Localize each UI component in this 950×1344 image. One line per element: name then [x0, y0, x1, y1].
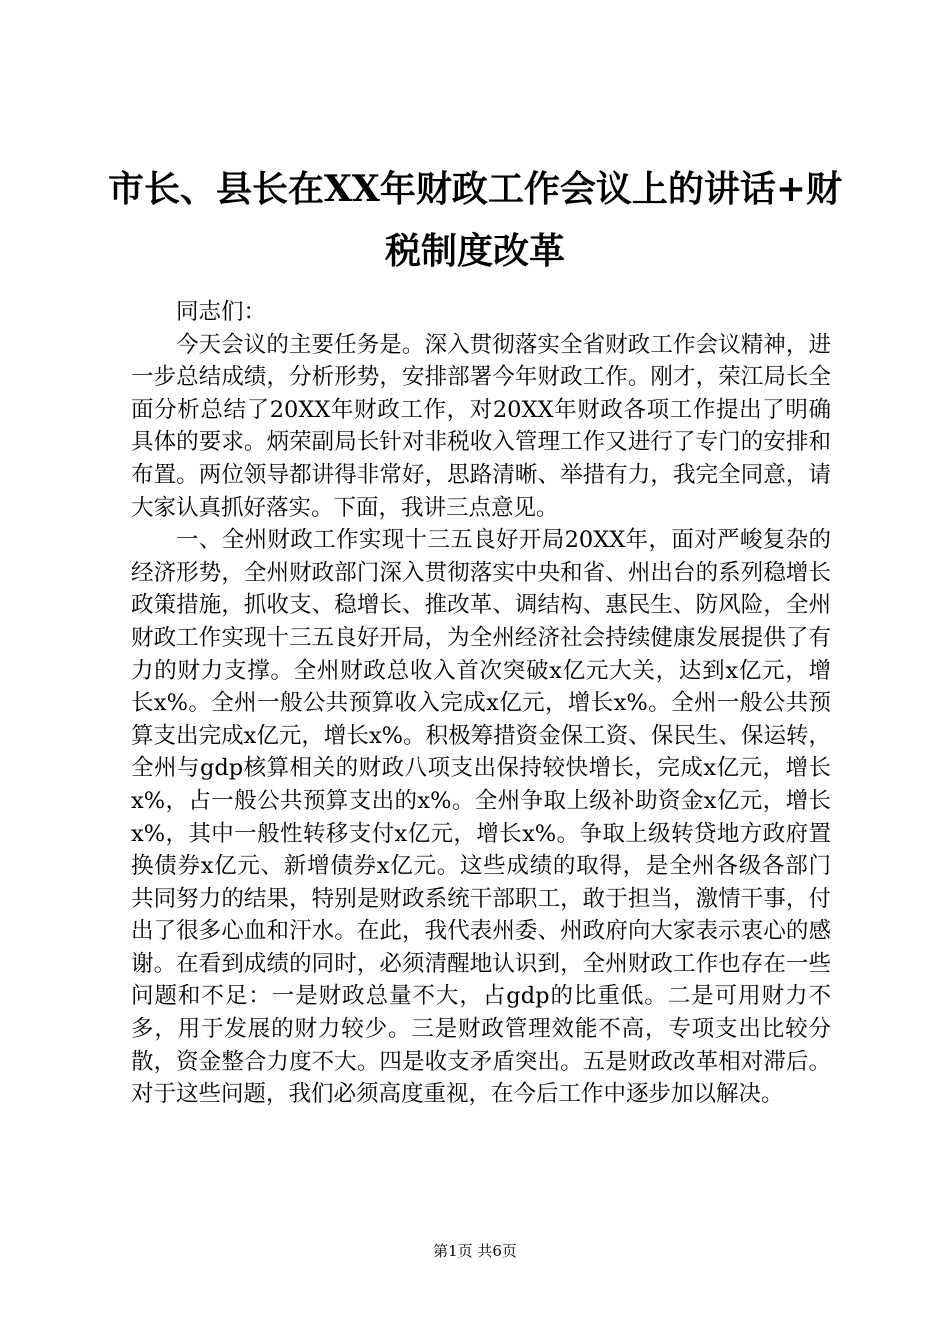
document-body	[131, 296, 831, 1111]
paragraph-1: 今天会议的主要任务是。深入贯彻落实全省财政工作会议精神，进一步总结成绩，分析形势，安排部署今年财政工作。刚才，荣江局长全面分析总结了20XX年财政工作，对20XX年财政各项工作提出了明确具体的要求。炳荣副局长针对非税收入管理工作又进行了专门的安排和布置。两位领导都讲得非常好，思路清晰、举措有力，我完全同意，请大家认真抓好落实。下面，我讲三点意见。	[131, 331, 831, 521]
document-title: 市长、县长在XX年财政工作会议上的讲话+财税制度改革	[107, 168, 843, 272]
salutation: 同志们：	[176, 299, 267, 325]
page-footer: 第1页 共6页	[433, 1242, 517, 1260]
paragraph-2: 一、全州财政工作实现十三五良好开局20XX年，面对严峻复杂的经济形势，全州财政部门深入贯彻落实中央和省、州出台的系列稳增长政策措施，抓收支、稳增长、推改革、调结构、惠民生、防风险，全州财政工作实现十三五良好开局，为全州经济社会持续健康发展提供了有力的财力支撑。全州财政总收入首次突破x亿元大关，达到x亿元，增长x%。全州一般公共预算收入完成x亿元，增长x%。全州一般公共预算支出完成x亿元，增长x%。积极筹措资金保工资、保民生、保运转，全州与gdp核算相关的财政八项支出保持较快增长，完成x亿元，增长x%，占一般公共预算支出的x%。全州争取上级补助资金x亿元，增长x%，其中一般性转移支付x亿元，增长x%。争取上级转贷地方政府置换债券x亿元、新增债券x亿元。这些成绩的取得，是全州各级各部门共同努力的结果，特别是财政系统干部职工，敢于担当，激情干事，付出了很多心血和汗水。在此，我代表州委、州政府向大家表示衷心的感谢。在看到成绩的同时，必须清醒地认识到，全州财政工作也存在一些问题和不足：一是财政总量不大，占gdp的比重低。二是可用财力不多，用于发展的财力较少。三是财政管理效能不高，专项支出比较分散，资金整合力度不大。四是收支矛盾突出。五是财政改革相对滞后。对于这些问题，我们必须高度重视，在今后工作中逐步加以解决。	[131, 527, 831, 1108]
